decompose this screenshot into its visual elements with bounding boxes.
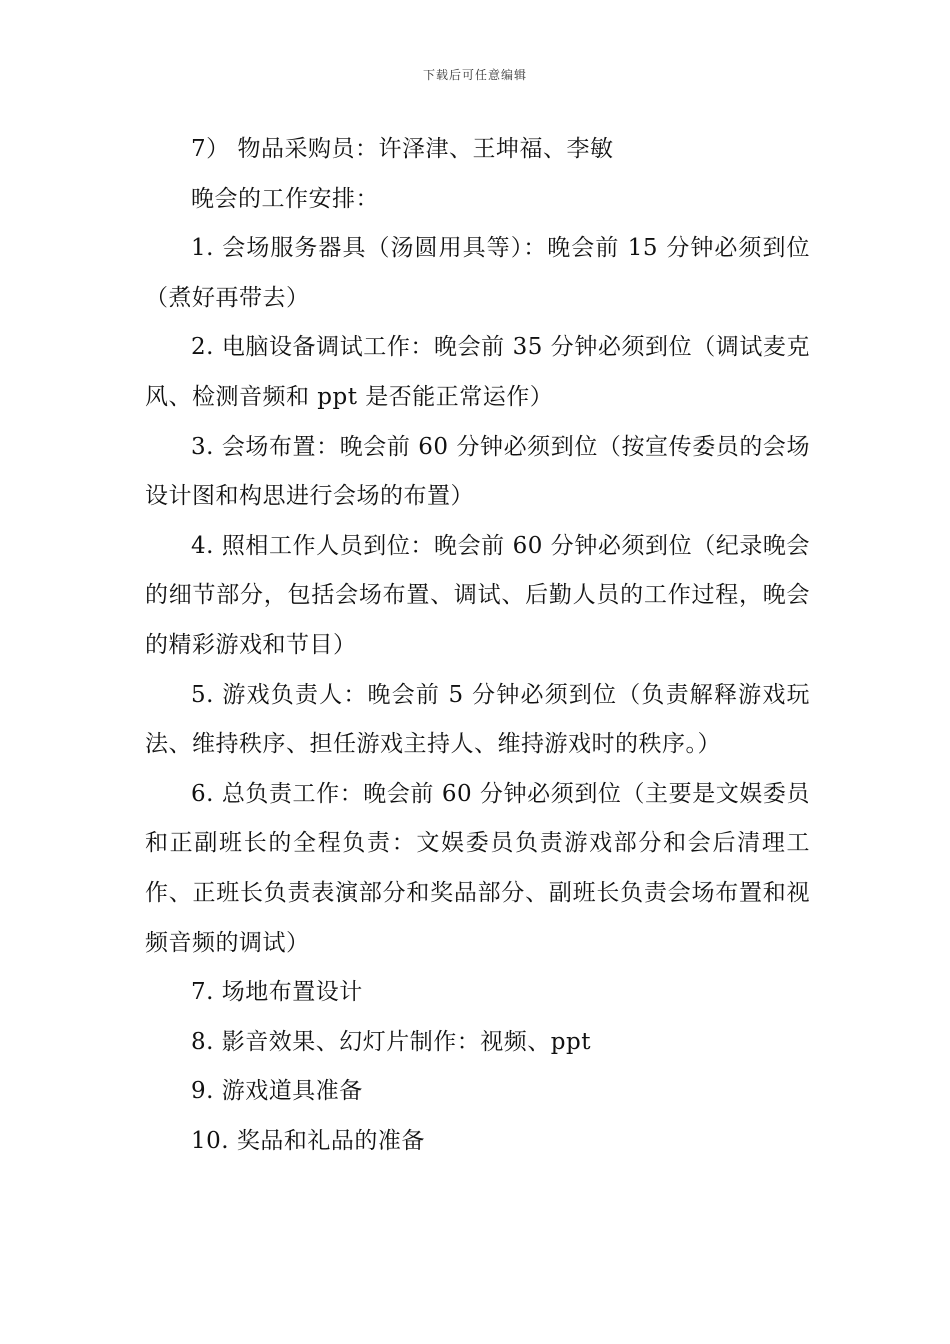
paragraph-item-2: 2. 电脑设备调试工作：晚会前 35 分钟必须到位（调试麦克风、检测音频和 ppt 是否能正常运作） [145, 334, 810, 410]
paragraph-purchasers: 7） 物品采购员：许泽津、王坤福、李敏 [191, 136, 614, 162]
paragraph-item-9: 9. 游戏道具准备 [191, 1078, 363, 1105]
document-body [145, 125, 810, 1166]
paragraph-item-7: 7. 场地布置设计 [191, 979, 363, 1006]
paragraph-item-10: 10. 奖品和礼品的准备 [191, 1127, 425, 1154]
paragraph-item-8: 8. 影音效果、幻灯片制作：视频、ppt [191, 1028, 591, 1055]
paragraph-item-3: 3. 会场布置：晚会前 60 分钟必须到位（按宣传委员的会场设计图和构思进行会场的布置） [145, 433, 810, 510]
page-header-note: 下载后可任意编辑 [422, 68, 527, 82]
paragraph-arrangement-heading: 晚会的工作安排： [191, 185, 379, 212]
paragraph-item-5: 5. 游戏负责人：晚会前 5 分钟必须到位（负责解释游戏玩法、维持秩序、担任游戏主持人、维持游戏时的秩序。） [145, 681, 810, 758]
paragraph-item-1: 1. 会场服务器具（汤圆用具等）：晚会前 15 分钟必须到位（煮好再带去） [145, 235, 810, 311]
paragraph-item-6: 6. 总负责工作：晚会前 60 分钟必须到位（主要是文娱委员和正副班长的全程负责：文娱委员负责游戏部分和会后清理工作、正班长负责表演部分和奖品部分、副班长负责会场布置和视频音频的调试） [145, 780, 810, 956]
paragraph-item-4: 4. 照相工作人员到位：晚会前 60 分钟必须到位（纪录晚会的细节部分，包括会场布置、调试、后勤人员的工作过程，晚会的精彩游戏和节目） [145, 532, 810, 658]
